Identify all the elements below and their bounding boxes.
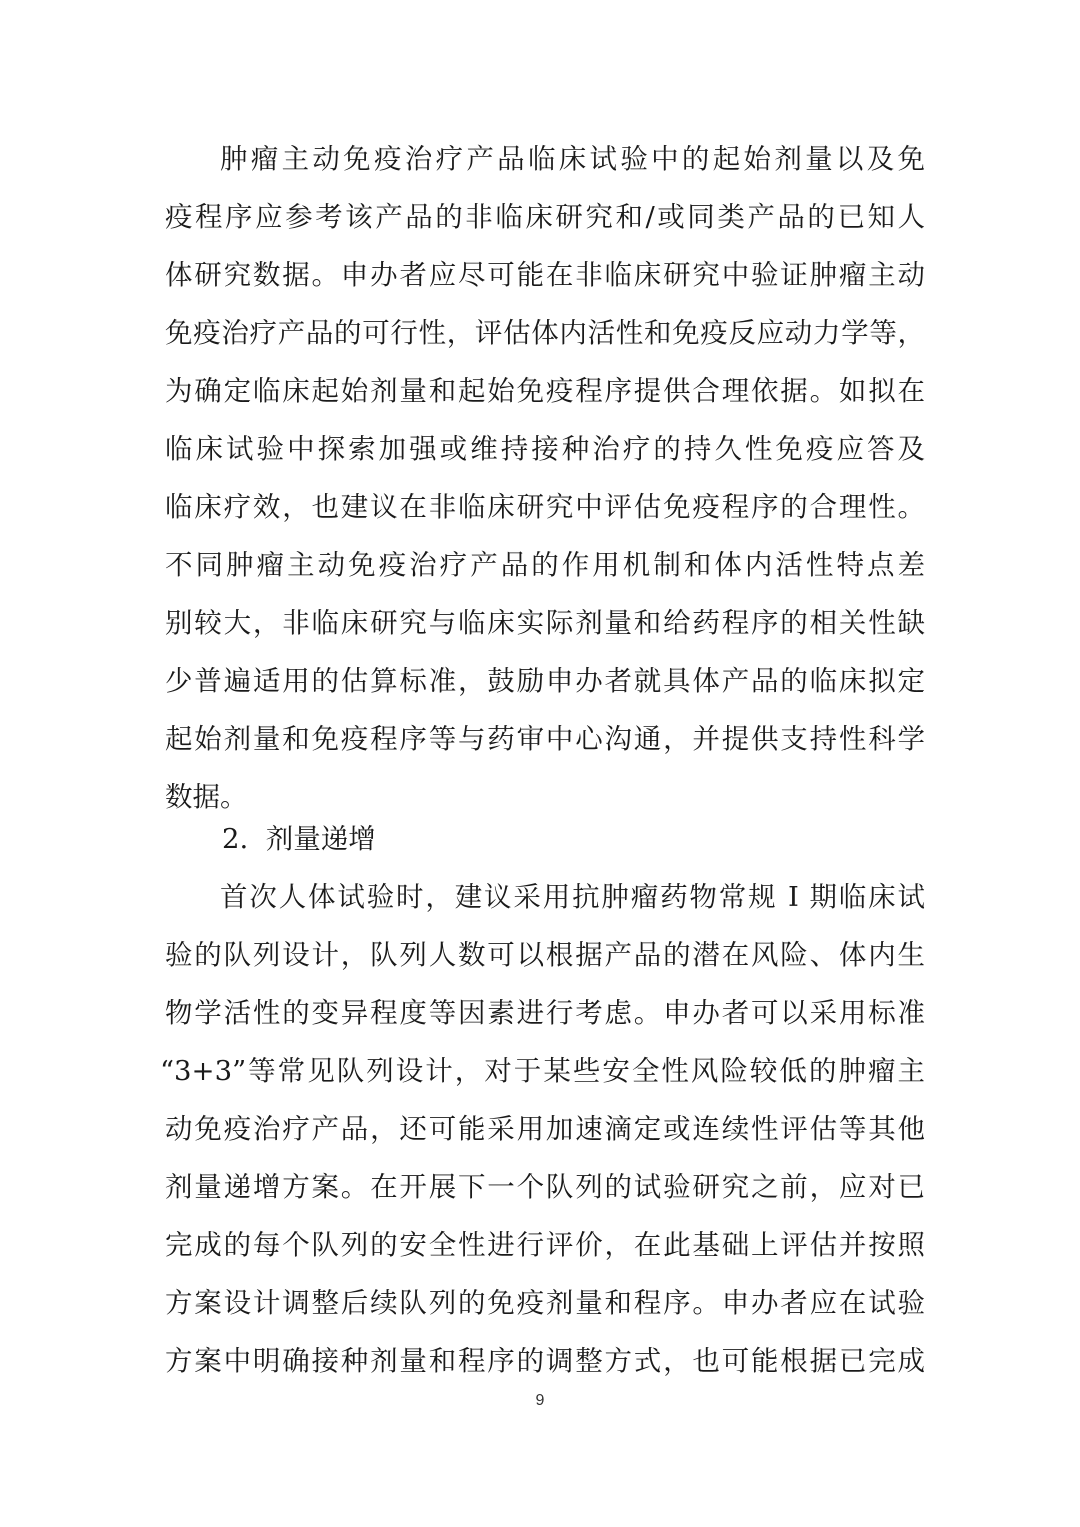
- paragraph-2-line-8: 方案设计调整后续队列的免疫剂量和程序。申办者应在试验: [165, 1287, 925, 1319]
- paragraph-1-line-10: 少普遍适用的估算标准，鼓励申办者就具体产品的临床拟定: [165, 665, 925, 697]
- paragraph-2-line-9: 方案中明确接种剂量和程序的调整方式，也可能根据已完成: [165, 1345, 925, 1377]
- page-number: 9: [535, 1392, 545, 1409]
- paragraph-1-line-5: 为确定临床起始剂量和起始免疫程序提供合理依据。如拟在: [165, 375, 925, 407]
- paragraph-2-line-2: 验的队列设计，队列人数可以根据产品的潜在风险、体内生: [165, 939, 925, 971]
- paragraph-2-line-1: 首次人体试验时，建议采用抗肿瘤药物常规 I 期临床试: [220, 881, 925, 913]
- section-number: 2.: [222, 823, 249, 855]
- paragraph-2-line-6: 剂量递增方案。在开展下一个队列的试验研究之前，应对已: [165, 1171, 925, 1203]
- paragraph-1-line-8: 不同肿瘤主动免疫治疗产品的作用机制和体内活性特点差: [165, 549, 925, 581]
- paragraph-1-line-2: 疫程序应参考该产品的非临床研究和/或同类产品的已知人: [165, 201, 925, 233]
- paragraph-1-line-3: 体研究数据。申办者应尽可能在非临床研究中验证肿瘤主动: [165, 259, 925, 291]
- paragraph-1-line-1: 肿瘤主动免疫治疗产品临床试验中的起始剂量以及免: [220, 143, 925, 175]
- paragraph-1-line-4: 免疫治疗产品的可行性，评估体内活性和免疫反应动力学等，: [165, 317, 925, 349]
- paragraph-2-line-5: 动免疫治疗产品，还可能采用加速滴定或连续性评估等其他: [165, 1113, 925, 1145]
- section-title: 剂量递增: [265, 823, 376, 855]
- paragraph-1-line-7: 临床疗效，也建议在非临床研究中评估免疫程序的合理性。: [165, 491, 925, 523]
- section-heading: [222, 810, 376, 868]
- paragraph-1-line-11: 起始剂量和免疫程序等与药审中心沟通，并提供支持性科学: [165, 723, 925, 755]
- paragraph-1-line-12: 数据。: [165, 781, 248, 813]
- paragraph-2-line-4: “3+3”等常见队列设计，对于某些安全性风险较低的肿瘤主: [160, 1055, 925, 1087]
- paragraph-2-line-3: 物学活性的变异程度等因素进行考虑。申办者可以采用标准: [165, 997, 925, 1029]
- paragraph-1-line-9: 别较大，非临床研究与临床实际剂量和给药程序的相关性缺: [165, 607, 925, 639]
- paragraph-2-line-7: 完成的每个队列的安全性进行评价，在此基础上评估并按照: [165, 1229, 925, 1261]
- paragraph-1-line-6: 临床试验中探索加强或维持接种治疗的持久性免疫应答及: [165, 433, 925, 465]
